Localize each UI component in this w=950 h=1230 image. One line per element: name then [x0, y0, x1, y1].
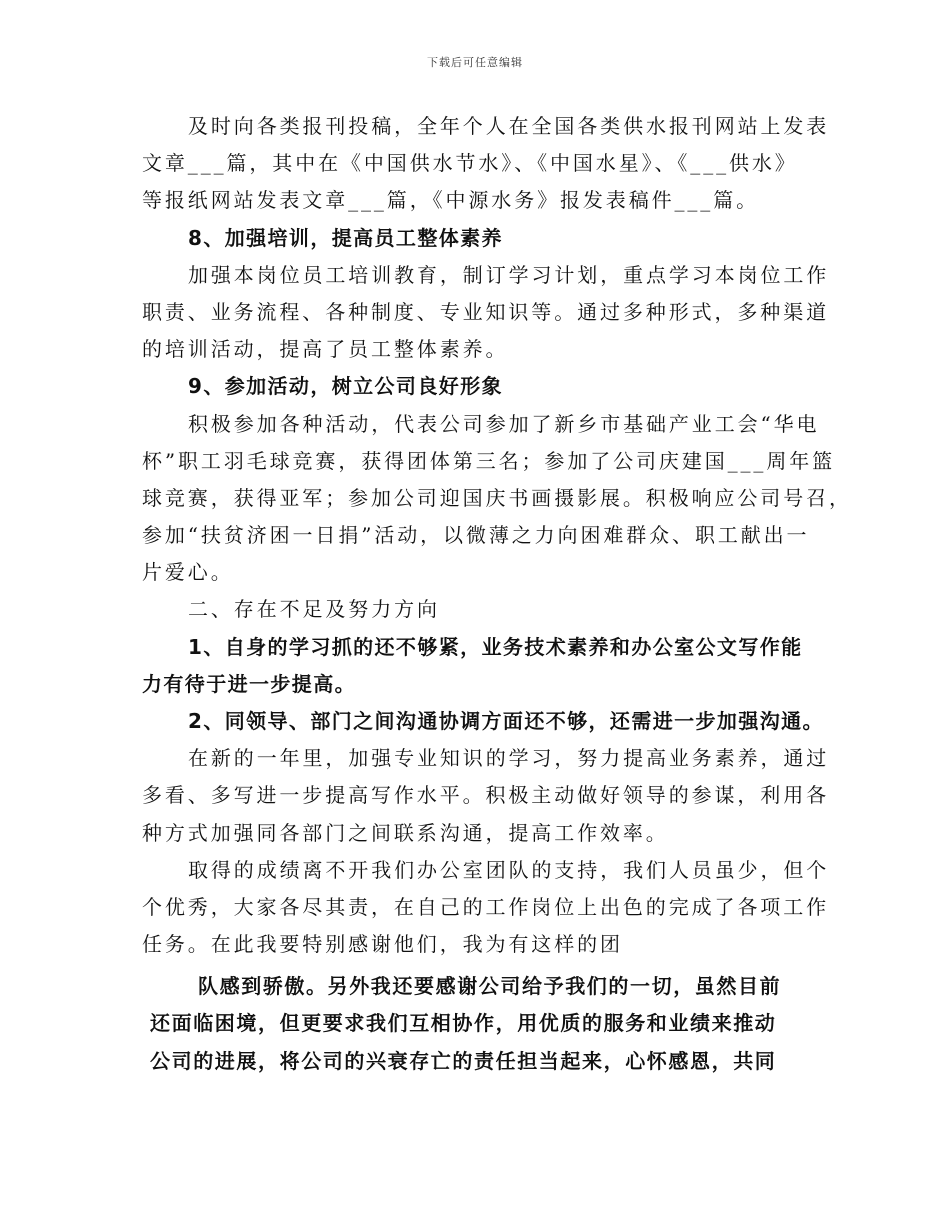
subheading-2: 2、同领导、部门之间沟通协调方面还不够，还需进一步加强沟通。	[188, 709, 824, 733]
paragraph-line: 的培训活动，提高了员工整体素养。	[142, 337, 509, 362]
subheading-1: 1、自身的学习抓的还不够紧，业务技术素养和办公室公文写作能	[188, 634, 803, 659]
tail-line: 公司的进展，将公司的兴衰存亡的责任担当起来，心怀感恩，共同	[150, 1048, 777, 1073]
paragraph-line: 及时向各类报刊投稿，全年个人在全国各类供水报刊网站上发表	[188, 114, 830, 138]
paragraph-line: 杯”职工羽毛球竞赛，获得团体第三名；参加了公司庆建国___周年篮	[142, 448, 836, 473]
paragraph-line: 在新的一年里，加强专业知识的学习，努力提高业务素养，通过	[188, 746, 830, 771]
paragraph-line: 片爱心。	[142, 560, 234, 585]
paragraph-line: 加强本岗位员工培训教育，制订学习计划，重点学习本岗位工作	[188, 262, 830, 287]
paragraph-line: 取得的成绩离不开我们办公室团队的支持，我们人员虽少，但个	[188, 857, 830, 882]
paragraph-line: 等报纸网站发表文章___篇，《中源水务》报发表稿件___篇。	[142, 188, 759, 213]
paragraph-line: 职责、业务流程、各种制度、专业知识等。通过多种形式，多种渠道	[142, 299, 829, 324]
section-heading-8: 8、加强培训，提高员工整体素养	[188, 225, 503, 250]
subheading-1-continued: 力有待于进一步提高。	[142, 671, 356, 696]
paragraph-line: 多看、多写进一步提高写作水平。积极主动做好领导的参谋，利用各	[142, 783, 829, 808]
tail-line: 还面临困境，但更要求我们互相协作，用优质的服务和业绩来推动	[150, 1011, 777, 1036]
paragraph-line: 积极参加各种活动，代表公司参加了新乡市基础产业工会“华电	[188, 411, 820, 436]
paragraph-line: 任务。在此我要特别感谢他们，我为有这样的团	[142, 932, 623, 957]
paragraph-line: 参加“扶贫济困一日捐”活动，以微薄之力向困难群众、职工献出一	[142, 523, 810, 548]
paragraph-line: 个优秀，大家各尽其责，在自己的工作岗位上出色的完成了各项工作	[142, 894, 829, 919]
document-tail	[150, 968, 820, 1080]
paragraph-line: 文章___篇，其中在《中国供水节水》、《中国水星》、《___供水》	[142, 151, 798, 176]
section-heading-2: 二、存在不足及努力方向	[188, 597, 440, 622]
paragraph-line: 球竞赛，获得亚军；参加公司迎国庆书画摄影展。积极响应公司号召，	[142, 485, 852, 510]
paragraph-line: 种方式加强同各部门之间联系沟通，提高工作效率。	[142, 820, 669, 845]
tail-line: 队感到骄傲。另外我还要感谢公司给予我们的一切，虽然目前	[198, 974, 782, 998]
document-body	[142, 108, 852, 963]
page-header: 下载后可任意编辑	[427, 56, 523, 69]
section-heading-9: 9、参加活动，树立公司良好形象	[188, 374, 503, 399]
